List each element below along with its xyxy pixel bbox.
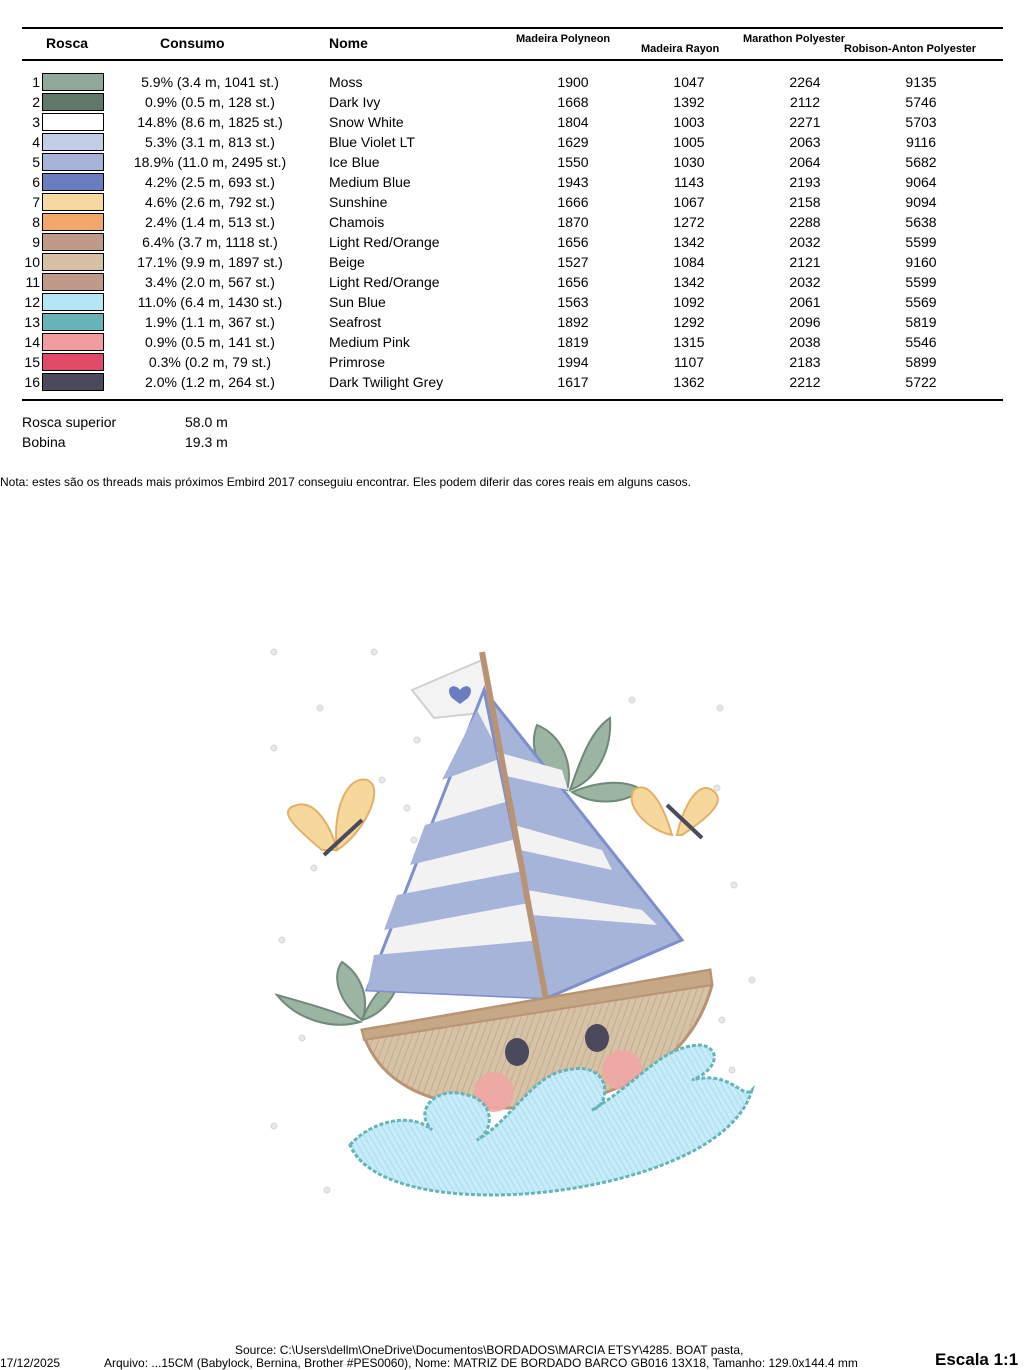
thread-code-ma: 2032 — [789, 274, 821, 290]
thread-code-mp: 1943 — [557, 174, 589, 190]
thread-index: 11 — [25, 274, 40, 290]
thread-code-ra: 9135 — [905, 74, 937, 90]
thread-code-ra: 5899 — [905, 354, 937, 370]
table-row — [0, 372, 1024, 392]
bobbin-value: 19.3 m — [185, 434, 228, 450]
col-header-marathon: Marathon Polyester — [743, 33, 846, 45]
table-row — [0, 132, 1024, 152]
thread-consumption: 17.1% (9.9 m, 1897 st.) — [137, 254, 283, 270]
thread-name: Light Red/Orange — [329, 274, 440, 290]
thread-code-mr: 1047 — [673, 74, 705, 90]
thread-index: 13 — [24, 314, 40, 330]
thread-code-mp: 1668 — [557, 94, 589, 110]
thread-code-ra: 5638 — [905, 214, 937, 230]
disclaimer-note: Nota: estes são os threads mais próximos Embird 2017 conseguiu encontrar. Eles podem diferir das cores reais em alguns casos. — [0, 475, 692, 489]
thread-name: Medium Blue — [329, 174, 411, 190]
footer-source: Source: C:\Users\dellm\OneDrive\Documentos\BORDADOS\MARCIA ETSY\4285. BOAT pasta, — [235, 1343, 744, 1357]
thread-code-ma: 2183 — [789, 354, 821, 370]
color-swatch — [42, 113, 104, 131]
thread-code-mr: 1003 — [673, 114, 705, 130]
thread-code-mp: 1900 — [557, 74, 589, 90]
thread-code-mr: 1005 — [673, 134, 705, 150]
thread-code-ra: 5819 — [905, 314, 937, 330]
upper-thread-label: Rosca superior — [22, 414, 117, 430]
thread-index: 4 — [32, 134, 40, 150]
table-row — [0, 92, 1024, 112]
thread-code-mr: 1084 — [673, 254, 705, 270]
thread-code-ra: 9116 — [905, 134, 937, 150]
table-header-rule — [22, 59, 1003, 61]
thread-code-ma: 2096 — [789, 314, 821, 330]
embroidery-design-preview — [262, 640, 762, 1200]
table-bottom-rule — [22, 399, 1003, 401]
color-swatch — [42, 133, 104, 151]
thread-code-mr: 1272 — [673, 214, 705, 230]
thread-consumption: 5.9% (3.4 m, 1041 st.) — [141, 74, 279, 90]
thread-code-ra: 5682 — [905, 154, 937, 170]
table-row — [0, 172, 1024, 192]
color-swatch — [42, 213, 104, 231]
thread-index: 8 — [32, 214, 40, 230]
thread-name: Sun Blue — [329, 294, 386, 310]
color-swatch — [42, 293, 104, 311]
color-swatch — [42, 253, 104, 271]
col-header-nome: Nome — [329, 35, 368, 51]
thread-code-mp: 1666 — [557, 194, 589, 210]
col-header-consumo: Consumo — [160, 35, 225, 51]
thread-code-ma: 2063 — [789, 134, 821, 150]
thread-code-ma: 2038 — [789, 334, 821, 350]
thread-code-mr: 1342 — [673, 234, 705, 250]
col-header-madeira-polyneon: Madeira Polyneon — [516, 33, 611, 45]
thread-name: Blue Violet LT — [329, 134, 415, 150]
thread-code-ma: 2264 — [789, 74, 821, 90]
thread-code-ma: 2212 — [789, 374, 821, 390]
thread-code-mr: 1030 — [673, 154, 705, 170]
color-swatch — [42, 373, 104, 391]
thread-code-ra: 9160 — [905, 254, 937, 270]
thread-code-mp: 1629 — [557, 134, 589, 150]
thread-code-ma: 2061 — [789, 294, 821, 310]
thread-code-ma: 2064 — [789, 154, 821, 170]
table-row — [0, 212, 1024, 232]
thread-code-ra: 5599 — [905, 234, 937, 250]
color-swatch — [42, 353, 104, 371]
thread-code-mp: 1870 — [557, 214, 589, 230]
table-row — [0, 72, 1024, 92]
thread-code-mp: 1563 — [557, 294, 589, 310]
thread-index: 1 — [32, 74, 40, 90]
color-swatch — [42, 93, 104, 111]
thread-code-mp: 1892 — [557, 314, 589, 330]
table-row — [0, 312, 1024, 332]
thread-name: Dark Twilight Grey — [329, 374, 444, 390]
thread-code-ma: 2193 — [789, 174, 821, 190]
table-row — [0, 152, 1024, 172]
thread-code-ra: 5546 — [905, 334, 937, 350]
thread-consumption: 0.3% (0.2 m, 79 st.) — [148, 354, 272, 370]
thread-code-mr: 1107 — [673, 354, 705, 370]
thread-index: 7 — [32, 194, 40, 210]
table-row — [0, 272, 1024, 292]
color-swatch — [42, 273, 104, 291]
col-header-robison-anton: Robison-Anton Polyester — [844, 43, 977, 55]
thread-name: Medium Pink — [329, 334, 410, 350]
table-row — [0, 112, 1024, 132]
thread-code-ma: 2121 — [789, 254, 821, 270]
thread-name: Snow White — [329, 114, 404, 130]
thread-code-ma: 2271 — [789, 114, 821, 130]
thread-index: 5 — [32, 154, 40, 170]
upper-thread-value: 58.0 m — [185, 414, 228, 430]
thread-index: 12 — [24, 294, 40, 310]
thread-code-mr: 1392 — [673, 94, 705, 110]
color-swatch — [42, 73, 104, 91]
thread-code-ra: 5703 — [905, 114, 937, 130]
thread-code-mp: 1656 — [557, 234, 589, 250]
thread-consumption: 4.2% (2.5 m, 693 st.) — [145, 174, 275, 190]
col-header-rosca: Rosca — [46, 35, 89, 51]
color-swatch — [42, 313, 104, 331]
thread-code-mp: 1550 — [557, 154, 589, 170]
thread-code-mp: 1819 — [557, 334, 589, 350]
thread-index: 15 — [24, 354, 40, 370]
table-top-rule — [22, 27, 1003, 29]
color-swatch — [42, 173, 104, 191]
thread-code-ra: 5599 — [905, 274, 937, 290]
thread-code-mp: 1656 — [557, 274, 589, 290]
thread-code-mp: 1804 — [557, 114, 589, 130]
thread-code-mr: 1342 — [673, 274, 705, 290]
thread-name: Beige — [329, 254, 365, 270]
thread-name: Primrose — [329, 354, 386, 370]
table-row — [0, 192, 1024, 212]
thread-code-ra: 9064 — [905, 174, 937, 190]
thread-code-ra: 9094 — [905, 194, 937, 210]
thread-code-mr: 1315 — [673, 334, 705, 350]
thread-consumption: 3.4% (2.0 m, 567 st.) — [145, 274, 275, 290]
thread-code-mp: 1994 — [557, 354, 589, 370]
thread-code-ma: 2112 — [789, 94, 821, 110]
thread-index: 2 — [32, 94, 40, 110]
thread-index: 14 — [24, 334, 40, 350]
thread-consumption: 4.6% (2.6 m, 792 st.) — [145, 194, 275, 210]
table-row — [0, 292, 1024, 312]
thread-index: 3 — [32, 114, 40, 130]
butterfly-right — [632, 787, 718, 838]
thread-consumption: 11.0% (6.4 m, 1430 st.) — [137, 294, 283, 310]
footer-scale: Escala 1:1 — [935, 1350, 1019, 1369]
thread-consumption: 0.9% (0.5 m, 128 st.) — [145, 94, 275, 110]
thread-name: Sunshine — [329, 194, 388, 210]
thread-consumption: 2.0% (1.2 m, 264 st.) — [145, 374, 275, 390]
thread-consumption: 5.3% (3.1 m, 813 st.) — [145, 134, 275, 150]
thread-code-ra: 5569 — [905, 294, 937, 310]
thread-code-mr: 1362 — [673, 374, 705, 390]
thread-code-ra: 5722 — [905, 374, 937, 390]
thread-code-mp: 1617 — [557, 374, 589, 390]
color-swatch — [42, 193, 104, 211]
footer-file-info: Arquivo: ...15CM (Babylock, Bernina, Brother #PES0060), Nome: MATRIZ DE BORDADO BARCO GB016 13X18, Tamanho: 129.0x144.4 mm — [104, 1356, 858, 1370]
color-swatch — [42, 233, 104, 251]
thread-consumption: 1.9% (1.1 m, 367 st.) — [145, 314, 275, 330]
thread-name: Ice Blue — [329, 154, 380, 170]
thread-code-mp: 1527 — [557, 254, 589, 270]
thread-index: 16 — [24, 374, 40, 390]
thread-code-ma: 2158 — [789, 194, 821, 210]
thread-code-mr: 1092 — [673, 294, 705, 310]
table-row — [0, 352, 1024, 372]
thread-consumption: 18.9% (11.0 m, 2495 st.) — [133, 154, 287, 170]
table-row — [0, 252, 1024, 272]
table-row — [0, 232, 1024, 252]
thread-index: 9 — [32, 234, 40, 250]
thread-index: 6 — [32, 174, 40, 190]
thread-name: Light Red/Orange — [329, 234, 440, 250]
footer-date: 17/12/2025 — [0, 1356, 61, 1370]
table-row — [0, 332, 1024, 352]
thread-name: Dark Ivy — [329, 94, 381, 110]
thread-code-mr: 1143 — [673, 174, 705, 190]
thread-code-mr: 1067 — [673, 194, 705, 210]
thread-code-mr: 1292 — [673, 314, 705, 330]
sail — [367, 690, 682, 998]
thread-name: Moss — [329, 74, 363, 90]
thread-consumption: 0.9% (0.5 m, 141 st.) — [145, 334, 275, 350]
thread-name: Chamois — [329, 214, 385, 230]
thread-index: 10 — [24, 254, 40, 270]
thread-code-ra: 5746 — [905, 94, 937, 110]
color-swatch — [42, 153, 104, 171]
thread-consumption: 2.4% (1.4 m, 513 st.) — [145, 214, 275, 230]
color-swatch — [42, 333, 104, 351]
thread-name: Seafrost — [329, 314, 382, 330]
thread-consumption: 6.4% (3.7 m, 1118 st.) — [142, 234, 278, 250]
thread-code-ma: 2288 — [789, 214, 821, 230]
thread-consumption: 14.8% (8.6 m, 1825 st.) — [137, 114, 283, 130]
butterfly-left — [288, 780, 374, 855]
bobbin-label: Bobina — [22, 434, 66, 450]
thread-code-ma: 2032 — [789, 234, 821, 250]
col-header-madeira-rayon: Madeira Rayon — [641, 43, 720, 55]
